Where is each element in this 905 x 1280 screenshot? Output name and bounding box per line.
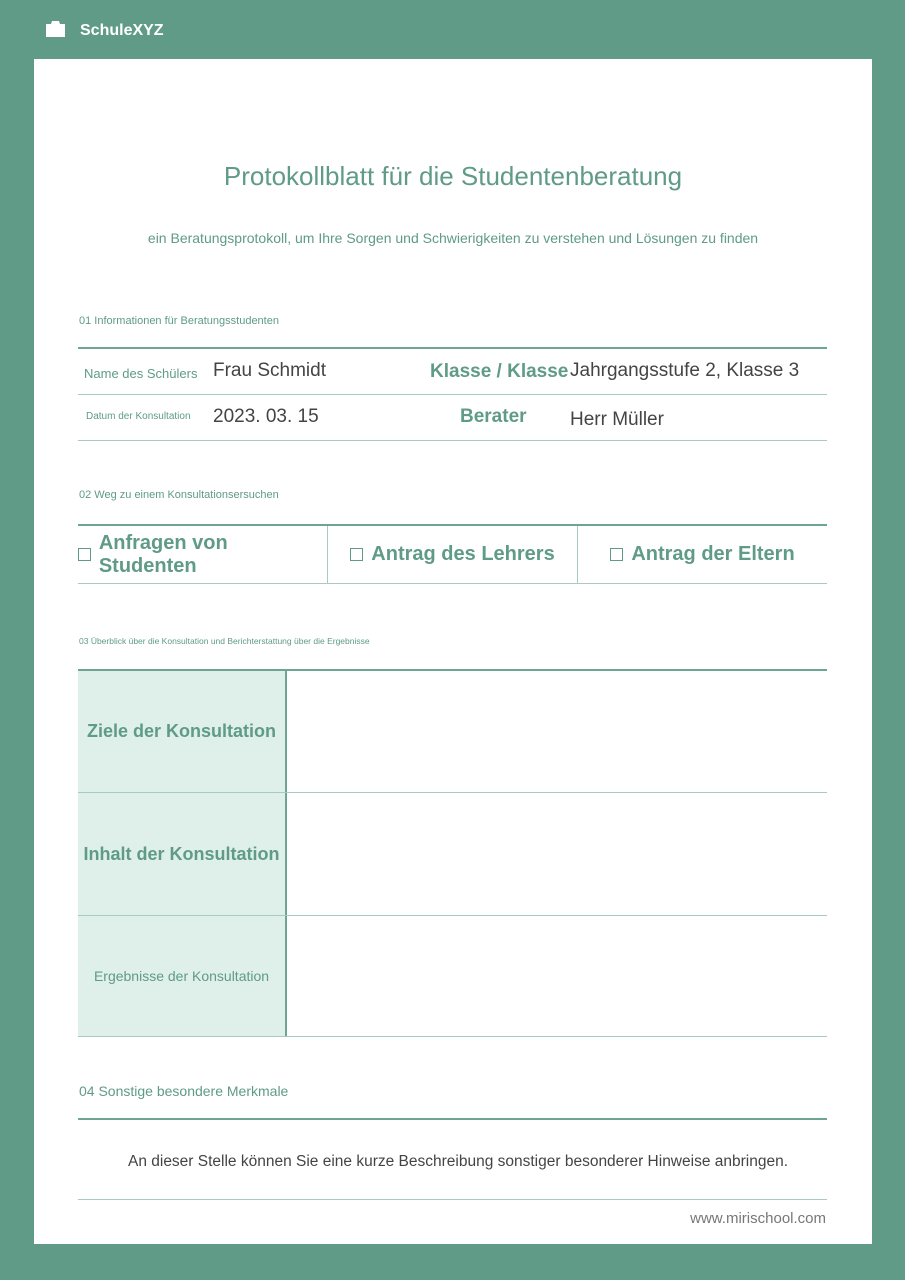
counselor-label: Berater [460,406,527,427]
option-teacher-request[interactable] [328,526,577,583]
option-student-request[interactable] [78,526,327,583]
student-name-value: Frau Schmidt [213,360,326,381]
document-page [34,59,872,1244]
section-3-label: 03 Überblick über die Konsultation und Berichterstattung über die Ergebnisse [79,636,370,646]
document-subtitle: ein Beratungsprotokoll, um Ihre Sorgen und Schwierigkeiten zu verstehen und Lösungen zu finden [147,230,759,246]
counselor-value: Herr Müller [570,409,664,430]
folder-icon [46,21,65,37]
overview-row-results [78,916,827,1036]
divider [78,394,827,395]
divider [78,583,827,584]
top-bar [0,0,905,59]
checkbox-icon[interactable] [350,548,363,561]
checkbox-icon[interactable] [78,548,91,561]
goals-label: Ziele der Konsultation [78,671,285,792]
class-value: Jahrgangsstufe 2, Klasse 3 [570,360,800,381]
section-4-label: 04 Sonstige besondere Merkmale [79,1083,289,1099]
option-label: Antrag der Eltern [631,543,795,565]
footer-url[interactable]: www.mirischool.com [690,1210,826,1227]
option-parent-request[interactable] [578,526,827,583]
consultation-date-value: 2023. 03. 15 [213,406,319,427]
divider [78,347,827,349]
overview-row-content [78,793,827,915]
divider [285,671,287,792]
divider [78,440,827,441]
option-label: Anfragen von Studenten [98,531,228,577]
divider [78,1118,827,1120]
option-label: Antrag des Lehrers [371,543,555,565]
section-2-label: 02 Weg zu einem Konsultationsersuchen [79,489,279,501]
document-title: Protokollblatt für die Studentenberatung [223,161,683,191]
consultation-date-label: Datum der Konsultation [86,411,191,422]
divider [78,1199,827,1200]
student-name-label: Name des Schülers [84,366,198,381]
results-label: Ergebnisse der Konsultation [78,916,285,1036]
divider [285,793,287,915]
class-label: Klasse / Klasse [430,361,569,382]
content-label: Inhalt der Konsultation [78,793,285,915]
special-notes-text: An dieser Stelle können Sie eine kurze Beschreibung sonstiger besonderer Hinweise anbringen. [127,1153,788,1170]
overview-row-goals [78,671,827,792]
checkbox-icon[interactable] [610,548,623,561]
brand-name: SchuleXYZ [80,22,164,39]
divider [78,1036,827,1037]
divider [285,916,287,1036]
section-1-label: 01 Informationen für Beratungsstudenten [79,315,279,327]
